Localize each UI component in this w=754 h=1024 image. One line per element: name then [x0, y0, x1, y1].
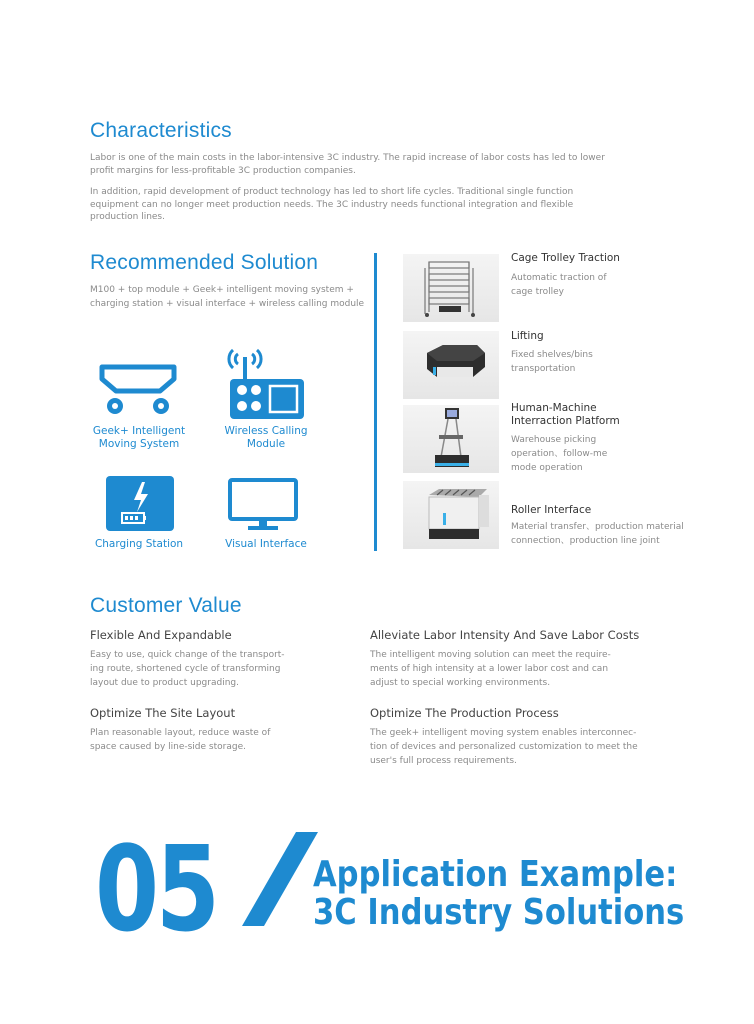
recommended-description: M100 + top module + Geek+ intelligent moving system + charging station + visual interface + wireless calling module [90, 285, 365, 309]
feature-description: Warehouse picking operation、follow-me mode operation [511, 435, 608, 473]
module-label: Geek+ Intelligent Moving System [92, 425, 186, 450]
characteristics-heading: Characteristics [90, 119, 232, 142]
module-label: Wireless Calling Module [224, 425, 308, 450]
feature-title: Lifting [511, 330, 544, 342]
value-title: Optimize The Production Process [370, 706, 559, 720]
cage-trolley-image [403, 254, 499, 322]
module-label: Charging Station [94, 538, 184, 550]
characteristics-paragraph: Labor is one of the main costs in the labor-intensive 3C industry. The rapid increase of labor costs has led to lower profit margins for less-profitable 3C production companies. [90, 153, 605, 176]
value-title: Optimize The Site Layout [90, 706, 236, 720]
section-number: 05 [95, 820, 217, 958]
customer-value-heading: Customer Value [90, 594, 242, 617]
recommended-heading: Recommended Solution [90, 251, 319, 274]
feature-description: Automatic traction of cage trolley [511, 273, 607, 297]
section-title-line1: Application Example: [313, 854, 678, 895]
module-label: Visual Interface [225, 538, 307, 550]
value-title: Alleviate Labor Intensity And Save Labor Costs [370, 628, 640, 642]
feature-title: Roller Interface [511, 504, 592, 516]
feature-description: Fixed shelves/bins transportation [511, 350, 593, 374]
feature-title: Cage Trolley Traction [511, 252, 620, 264]
value-description: Easy to use, quick change of the transport-ing route, shortened cycle of transforming layout due to product upgrading. [90, 650, 285, 688]
value-description: The geek+ intelligent moving system enables interconnec-tion of devices and personalized customization to meet the user's full process requirements. [370, 728, 638, 766]
vertical-divider [374, 253, 377, 551]
characteristics-paragraph: In addition, rapid development of product technology has led to short life cycles. Traditional single function equipment can no longer meet production needs. The 3C industry needs functional integration and flexible production lines. [90, 187, 574, 223]
robot-vehicle-icon [98, 363, 178, 418]
slash-mark [240, 832, 320, 926]
roller-interface-image [403, 481, 499, 549]
feature-description: Material transfer、production material connection、production line joint [511, 522, 684, 546]
feature-title: Human-Machine Interraction Platform [511, 402, 620, 427]
hmi-platform-image [403, 405, 499, 473]
monitor-icon [226, 477, 300, 532]
wireless-keypad-icon [218, 346, 306, 420]
lifting-robot-image [403, 331, 499, 399]
value-description: The intelligent moving solution can meet the require-ments of high intensity at a lower labor cost and can adjust to special working environments. [370, 650, 611, 688]
value-description: Plan reasonable layout, reduce waste of space caused by line-side storage. [90, 728, 271, 752]
value-title: Flexible And Expandable [90, 628, 232, 642]
section-title-line2: 3C Industry Solutions [313, 892, 685, 933]
charging-station-icon [106, 476, 174, 531]
